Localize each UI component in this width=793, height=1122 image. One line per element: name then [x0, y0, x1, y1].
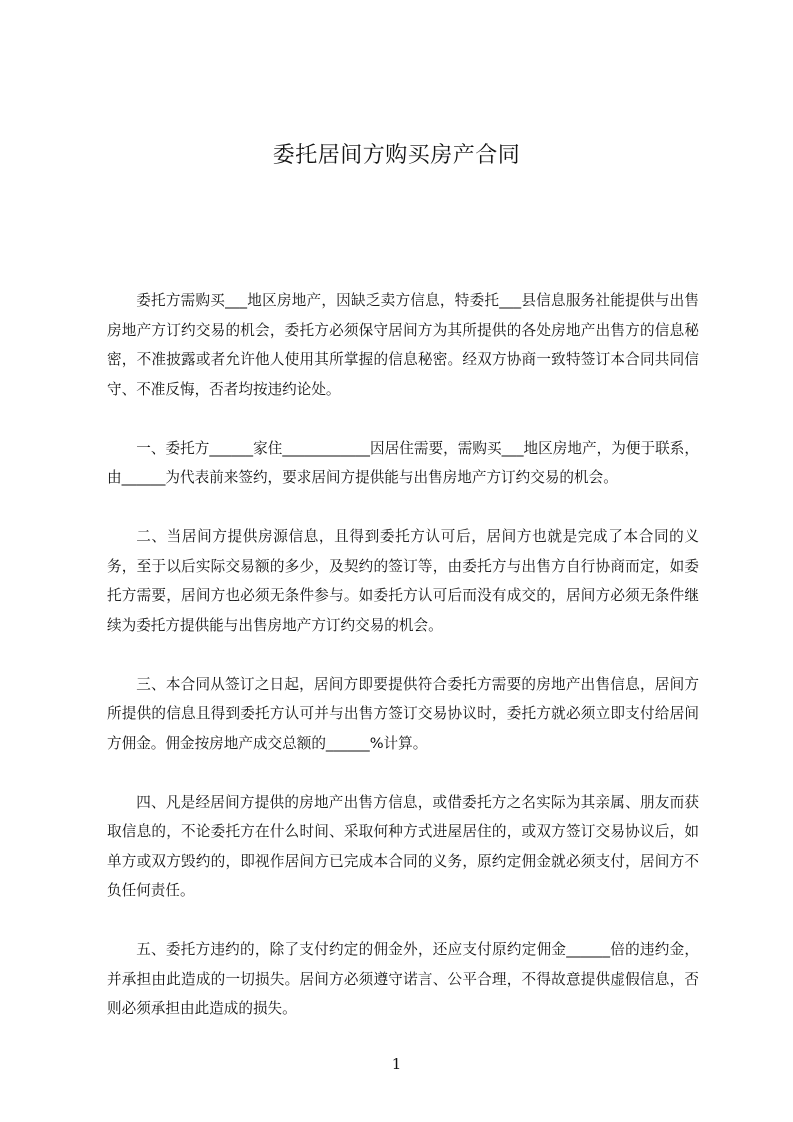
clause-4-paragraph: 四、凡是经居间方提供的房地产出售方信息，或借委托方之名实际为其亲属、朋友而获取信息的，不论委托方在什么时间、采取何种方式进屋居住的，或双方签订交易协议后，如单方或双方毁约的，即视作居间方已完成本合同的义务，原约定佣金就必须支付，居间方不负任何责任。 — [107, 793, 699, 899]
clause-1-paragraph: 一、委托方______家住____________因居住需要，需购买___地区房地产，为便于联系，由______为代表前来签约，要求居间方提供能与出售房地产方订约交易的机会。 — [107, 439, 699, 486]
document-body — [107, 286, 699, 1053]
clause-2-paragraph: 二、当居间方提供房源信息，且得到委托方认可后，居间方也就是完成了本合同的义务，至于以后实际交易额的多少，及契约的签订等，由委托方与出售方自行协商而定，如委托方需要，居间方也必须无条件参与。如委托方认可后而没有成交的，居间方必须无条件继续为委托方提供能与出售房地产方订约交易的机会。 — [107, 528, 699, 634]
intro-paragraph: 委托方需购买___地区房地产，因缺乏卖方信息，特委托___县信息服务社能提供与出售房地产方订约交易的机会，委托方必须保守居间方为其所提供的各处房地产出售方的信息秘密，不准披露或者允许他人使用其所掌握的信息秘密。经双方协商一致特签订本合同共同信守、不准反悔，否者均按违约论处。 — [107, 292, 699, 398]
page-title: 委托居间方购买房产合同 — [272, 143, 521, 168]
clause-5-paragraph: 五、委托方违约的，除了支付约定的佣金外，还应支付原约定佣金______倍的违约金，并承担由此造成的一切损失。居间方必须遵守诺言、公平合理，不得故意提供虚假信息，否则必须承担由此造成的损失。 — [107, 941, 699, 1017]
page-number: 1 — [391, 1055, 402, 1073]
clause-3-paragraph: 三、本合同从签订之日起，居间方即要提供符合委托方需要的房地产出售信息，居间方所提供的信息且得到委托方认可并与出售方签订交易协议时，委托方就必须立即支付给居间方佣金。佣金按房地产成交总额的______%计算。 — [107, 675, 699, 752]
